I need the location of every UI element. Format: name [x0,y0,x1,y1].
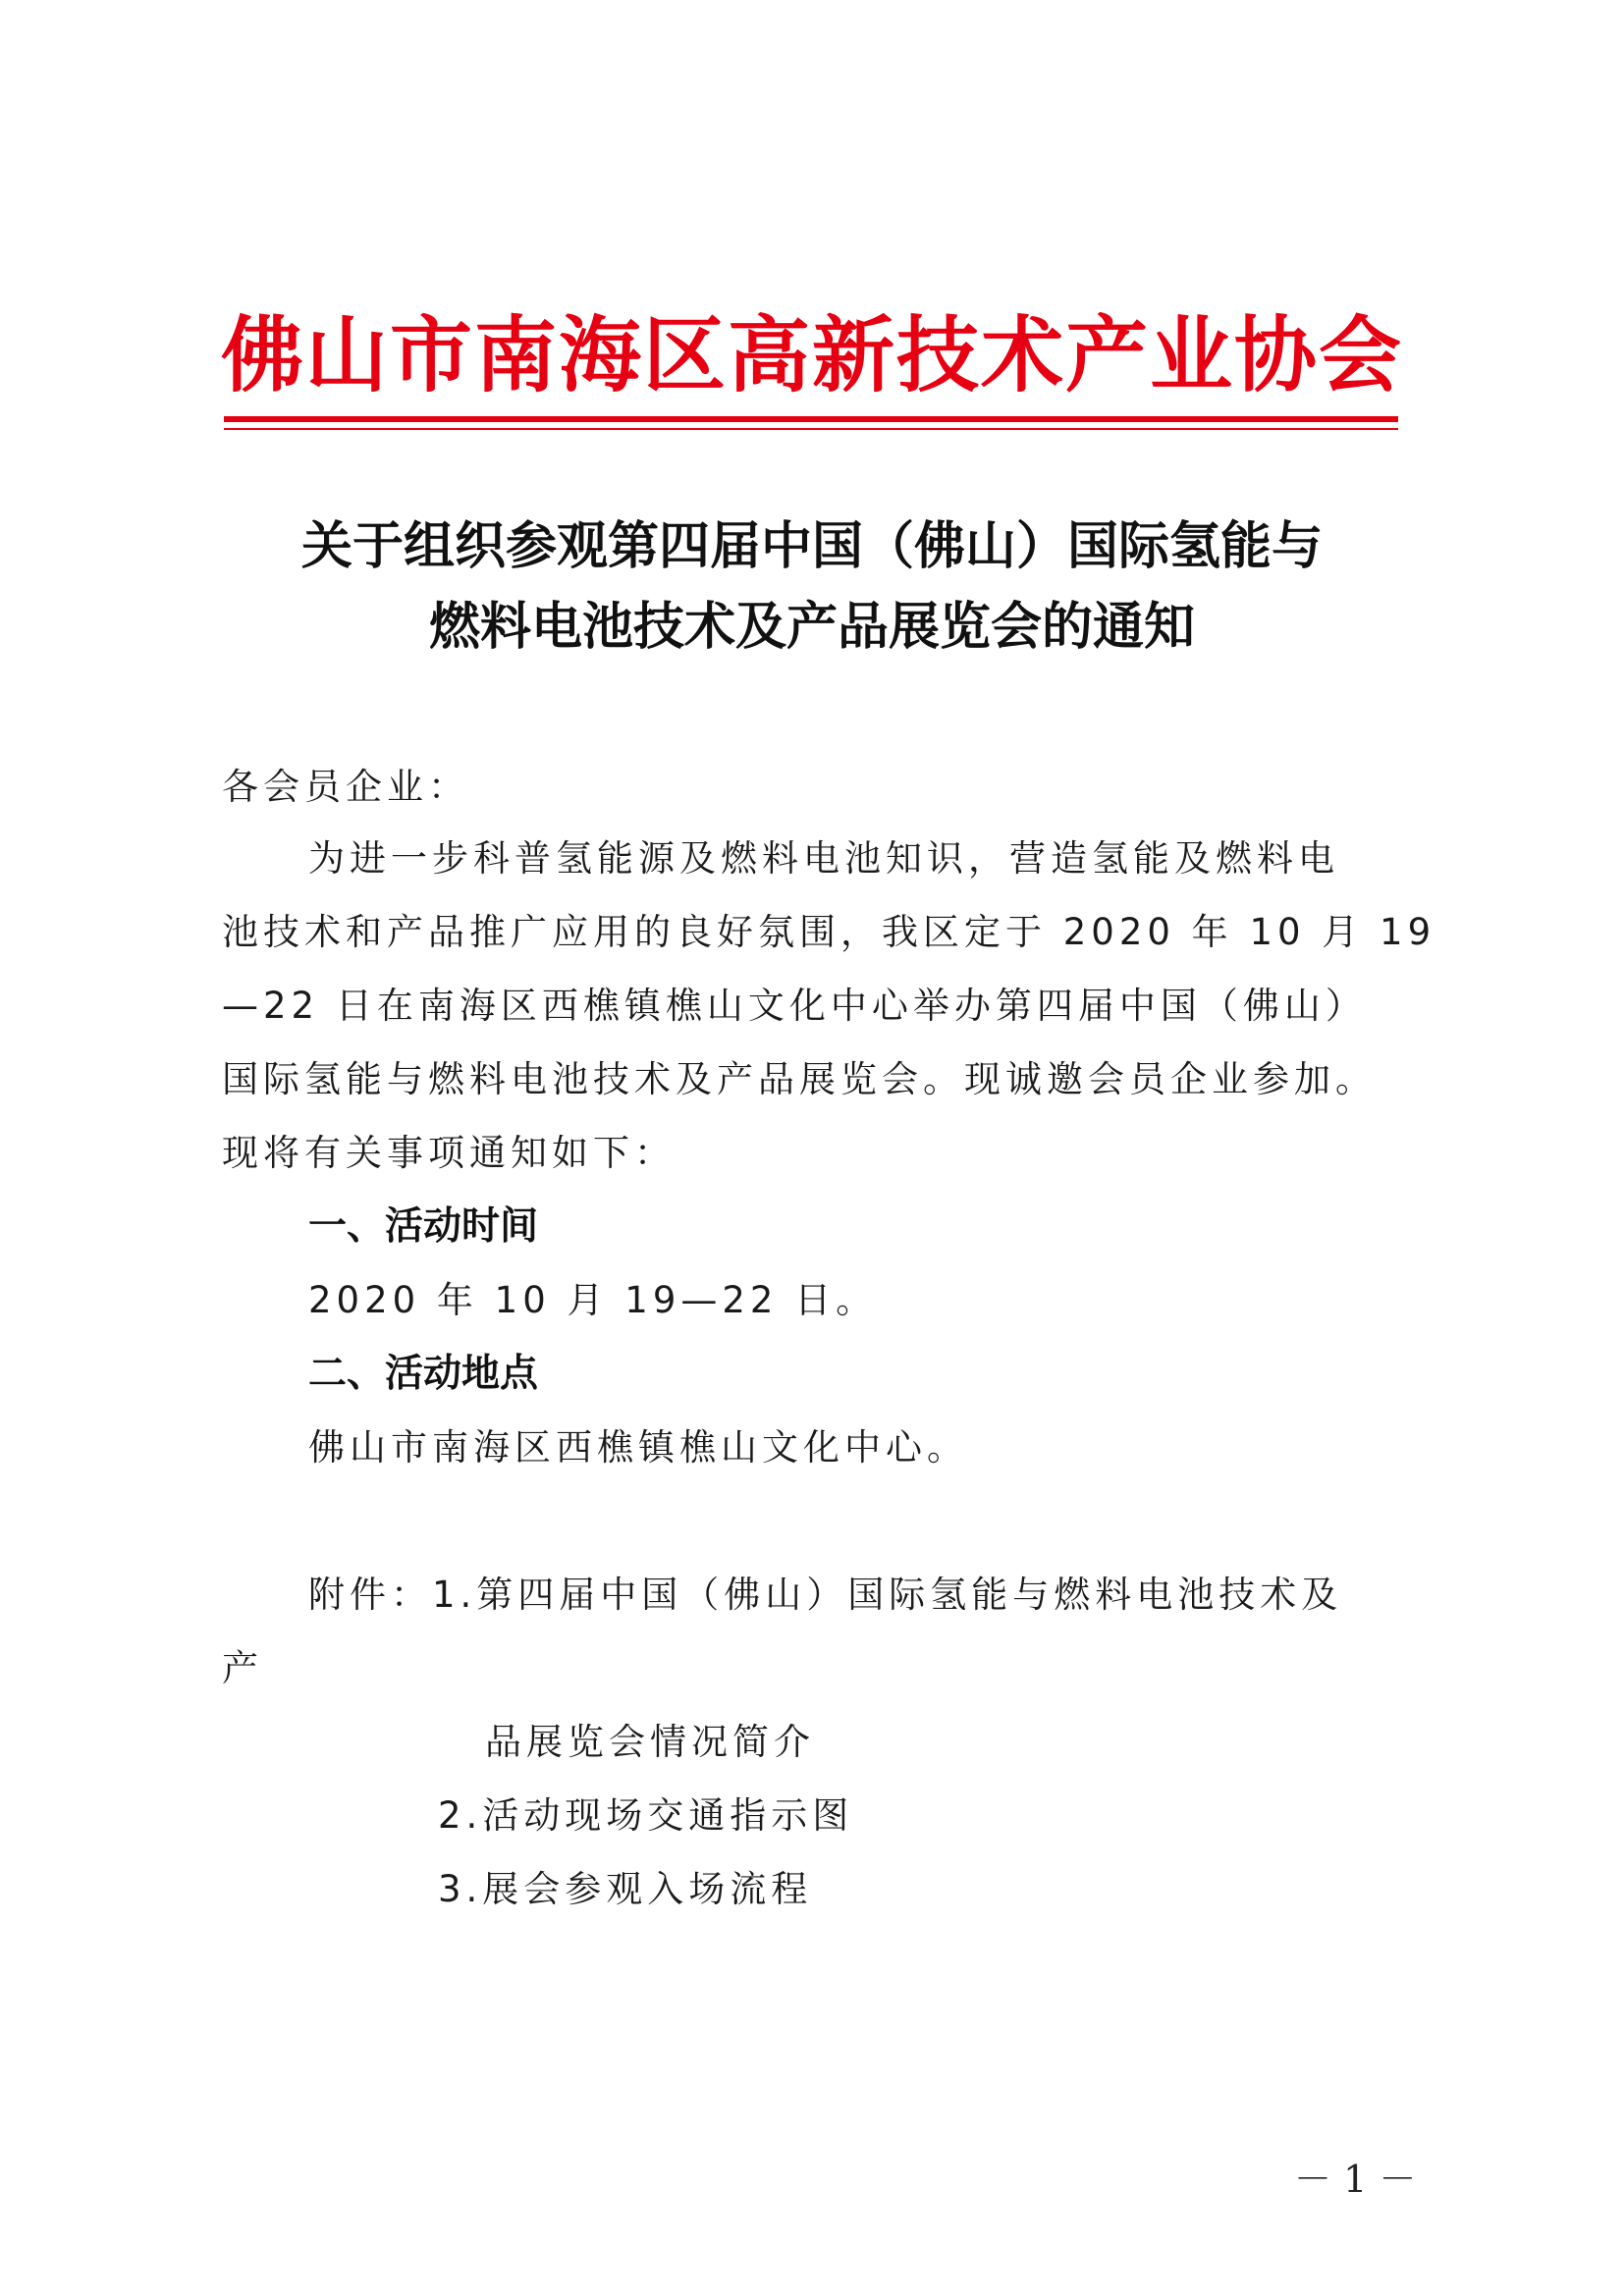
paragraph-line-4: 国际氢能与燃料电池技术及产品展览会。现诚邀会员企业参加。 [222,1058,1377,1100]
attachments-label-line: 附件：1.第四届中国（佛山）国际氢能与燃料电池技术及 [308,1574,1343,1616]
attachments-wrap-char: 产 [222,1647,263,1689]
salutation: 各会员企业： [222,766,469,808]
attachment-item-1-continued: 品展览会情况简介 [485,1721,815,1763]
attachment-item-2: 2.活动现场交通指示图 [438,1794,854,1837]
paragraph-line-3: —22 日在南海区西樵镇樵山文化中心举办第四届中国（佛山） [222,985,1367,1027]
letterhead-org-name: 佛山市南海区高新技术产业协会 [220,306,1403,403]
section-heading-time: 一、活动时间 [308,1204,539,1249]
paragraph-line-1: 为进一步科普氢能源及燃料电池知识，营造氢能及燃料电 [308,837,1339,880]
section-heading-location: 二、活动地点 [308,1352,539,1396]
attachment-item-3: 3.展会参观入场流程 [438,1868,813,1910]
letterhead-rule-thick [224,416,1398,422]
paragraph-line-2: 池技术和产品推广应用的良好氛围，我区定于 2020 年 10 月 19 [222,911,1436,953]
document-title-line-1: 关于组织参观第四届中国（佛山）国际氢能与 [300,516,1323,576]
letterhead-rule-thin [224,428,1398,430]
section-text-location: 佛山市南海区西樵镇樵山文化中心。 [308,1426,968,1468]
page-number: － 1 － [1294,2158,1417,2201]
document-title-line-2: 燃料电池技术及产品展览会的通知 [428,597,1195,657]
paragraph-line-5: 现将有关事项通知如下： [222,1132,676,1174]
section-text-time: 2020 年 10 月 19—22 日。 [308,1279,878,1321]
